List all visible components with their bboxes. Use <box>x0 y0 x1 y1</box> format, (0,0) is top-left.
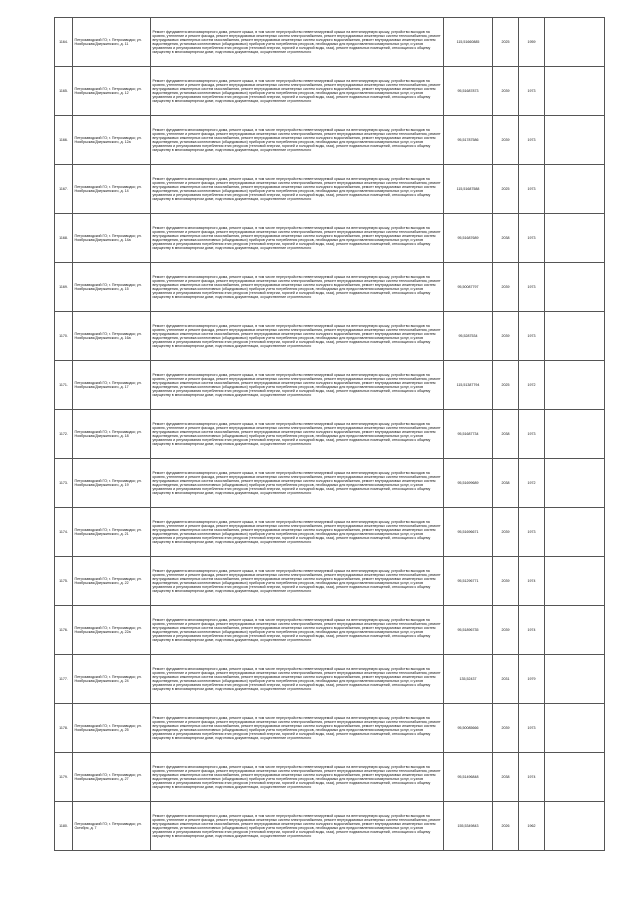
row-number: 1167. <box>55 165 73 214</box>
row-work-description: Ремонт фундамента многоквартирного дома, ремонт крыши, в том числе переустройство невентилируемой крыши на вентилируемую крышу, устройство выходов на кровлю, утепление и ремонт фасада, ремонт внутридомовых инженерных систем электроснабжения, ремонт внутридомовых инженерных систем теплоснабжения, ремонт внутридомовых инженерных систем газоснабжения, ремонт внутридомовых инженерных систем холодного водоснабжения, ремонт внутридомовых инженерных систем водоотведения, установка коллективных (общедомовых) приборов учета потребления ресурсов, необходимых для предоставления коммунальных услуг, и узлов управления и регулирования потребления этих ресурсов (тепловой энергии, горячей и холодной воды, газа), ремонт подвальных помещений, относящихся к общему имуществу в многоквартирном доме, подготовка документации, осуществление строительного <box>151 214 444 263</box>
row-area: 95,51296771 <box>444 557 493 606</box>
row-number: 1179. <box>55 753 73 802</box>
row-address: Петрозаводский ГО; г. Петрозаводск; ул. Ноябрьская/Дзержинского, д. 19 <box>73 459 151 508</box>
row-empty-cell <box>545 557 605 606</box>
row-address: Петрозаводский ГО; г. Петрозаводск; ул. Ноябрьская/Дзержинского, д. 24 <box>73 655 151 704</box>
table-row <box>55 165 605 214</box>
row-work-description: Ремонт фундамента многоквартирного дома, ремонт крыши, в том числе переустройство невентилируемой крыши на вентилируемую крышу, устройство выходов на кровлю, утепление и ремонт фасада, ремонт внутридомовых инженерных систем электроснабжения, ремонт внутридомовых инженерных систем теплоснабжения, ремонт внутридомовых инженерных систем газоснабжения, ремонт внутридомовых инженерных систем холодного водоснабжения, ремонт внутридомовых инженерных систем водоотведения, установка коллективных (общедомовых) приборов учета потребления ресурсов, необходимых для предоставления коммунальных услуг, и узлов управления и регулирования потребления этих ресурсов (тепловой энергии, горячей и холодной воды, газа), ремонт подвальных помещений, относящихся к общему имуществу в многоквартирном доме, подготовка документации, осуществление строительного <box>151 753 444 802</box>
row-area: 95,51699689 <box>444 459 493 508</box>
row-work-description: Ремонт фундамента многоквартирного дома, ремонт крыши, в том числе переустройство невентилируемой крыши на вентилируемую крышу, устройство выходов на кровлю, утепление и ремонт фасада, ремонт внутридомовых инженерных систем электроснабжения, ремонт внутридомовых инженерных систем теплоснабжения, ремонт внутридомовых инженерных систем газоснабжения, ремонт внутридомовых инженерных систем холодного водоснабжения, ремонт внутридомовых инженерных систем водоотведения, установка коллективных (общедомовых) приборов учета потребления ресурсов, необходимых для предоставления коммунальных услуг, и узлов управления и регулирования потребления этих ресурсов (тепловой энергии, горячей и холодной воды, газа), ремонт подвальных помещений, относящихся к общему имуществу в многоквартирном доме, подготовка документации, осуществление строительного <box>151 116 444 165</box>
row-address: Петрозаводский ГО; г. Петрозаводск; ул. Ноябрьская/Дзержинского, д. 18 <box>73 410 151 459</box>
row-year-a: 2026 <box>493 802 519 851</box>
row-empty-cell <box>545 704 605 753</box>
row-empty-cell <box>545 116 605 165</box>
row-work-description: Ремонт фундамента многоквартирного дома, ремонт крыши, в том числе переустройство невентилируемой крыши на вентилируемую крышу, устройство выходов на кровлю, утепление и ремонт фасада, ремонт внутридомовых инженерных систем электроснабжения, ремонт внутридомовых инженерных систем теплоснабжения, ремонт внутридомовых инженерных систем газоснабжения, ремонт внутридомовых инженерных систем холодного водоснабжения, ремонт внутридомовых инженерных систем водоотведения, установка коллективных (общедомовых) приборов учета потребления ресурсов, необходимых для предоставления коммунальных услуг, и узлов управления и регулирования потребления этих ресурсов (тепловой энергии, горячей и холодной воды, газа), ремонт подвальных помещений, относящихся к общему имуществу в многоквартирном доме, подготовка документации, осуществление строительного <box>151 655 444 704</box>
row-number: 1176. <box>55 606 73 655</box>
row-empty-cell <box>545 459 605 508</box>
row-year-a: 2039 <box>493 116 519 165</box>
row-year-b: 1973 <box>519 116 545 165</box>
capital-repair-table <box>54 17 605 851</box>
row-year-a: 2039 <box>493 263 519 312</box>
row-area: 95,51787586 <box>444 116 493 165</box>
row-area: 95,51696671 <box>444 508 493 557</box>
row-area: 95,50087797 <box>444 263 493 312</box>
table-row <box>55 655 605 704</box>
row-area: 95,51496848 <box>444 753 493 802</box>
table-row <box>55 312 605 361</box>
row-year-a: 2039 <box>493 508 519 557</box>
row-number: 1178. <box>55 704 73 753</box>
row-work-description: Ремонт фундамента многоквартирного дома, ремонт крыши, в том числе переустройство невентилируемой крыши на вентилируемую крышу, устройство выходов на кровлю, утепление и ремонт фасада, ремонт внутридомовых инженерных систем электроснабжения, ремонт внутридомовых инженерных систем теплоснабжения, ремонт внутридомовых инженерных систем газоснабжения, ремонт внутридомовых инженерных систем холодного водоснабжения, ремонт внутридомовых инженерных систем водоотведения, установка коллективных (общедомовых) приборов учета потребления ресурсов, необходимых для предоставления коммунальных услуг, и узлов управления и регулирования потребления этих ресурсов (тепловой энергии, горячей и холодной воды, газа), ремонт подвальных помещений, относящихся к общему имуществу в многоквартирном доме, подготовка документации, осуществление строительного <box>151 459 444 508</box>
row-work-description: Ремонт фундамента многоквартирного дома, ремонт крыши, в том числе переустройство невентилируемой крыши на вентилируемую крышу, устройство выходов на кровлю, утепление и ремонт фасада, ремонт внутридомовых инженерных систем электроснабжения, ремонт внутридомовых инженерных систем теплоснабжения, ремонт внутридомовых инженерных систем газоснабжения, ремонт внутридомовых инженерных систем холодного водоснабжения, ремонт внутридомовых инженерных систем водоотведения, установка коллективных (общедомовых) приборов учета потребления ресурсов, необходимых для предоставления коммунальных услуг, и узлов управления и регулирования потребления этих ресурсов (тепловой энергии, горячей и холодной воды, газа), ремонт подвальных помещений, относящихся к общему имуществу в многоквартирном доме, подготовка документации, осуществление строительного <box>151 312 444 361</box>
row-year-a: 2038 <box>493 459 519 508</box>
row-empty-cell <box>545 508 605 557</box>
row-address: Петрозаводский ГО; г. Петрозаводск; ул. Ноябрьская/Дзержинского, д. 15 <box>73 263 151 312</box>
row-year-b: 1979 <box>519 655 545 704</box>
table-row <box>55 67 605 116</box>
row-area: 155,5349843 <box>444 802 493 851</box>
row-year-b: 1974 <box>519 606 545 655</box>
row-address: Петрозаводский ГО; г. Петрозаводск; ул. Ноябрьская/Дзержинского, д. 17 <box>73 361 151 410</box>
row-number: 1169. <box>55 263 73 312</box>
row-empty-cell <box>545 655 605 704</box>
row-year-a: 2039 <box>493 67 519 116</box>
row-year-a: 2031 <box>493 655 519 704</box>
table-row <box>55 116 605 165</box>
table-row <box>55 18 605 67</box>
row-address: Петрозаводский ГО; г. Петрозаводск; ул. Ноябрьская/Дзержинского, д. 22 <box>73 557 151 606</box>
row-year-a: 2039 <box>493 606 519 655</box>
row-work-description: Ремонт фундамента многоквартирного дома, ремонт крыши, в том числе переустройство невентилируемой крыши на вентилируемую крышу, устройство выходов на кровлю, утепление и ремонт фасада, ремонт внутридомовых инженерных систем электроснабжения, ремонт внутридомовых инженерных систем теплоснабжения, ремонт внутридомовых инженерных систем газоснабжения, ремонт внутридомовых инженерных систем холодного водоснабжения, ремонт внутридомовых инженерных систем водоотведения, установка коллективных (общедомовых) приборов учета потребления ресурсов, необходимых для предоставления коммунальных услуг, и узлов управления и регулирования потребления этих ресурсов (тепловой энергии, горячей и холодной воды, газа), ремонт подвальных помещений, относящихся к общему имуществу в многоквартирном доме, подготовка документации, осуществление строительного <box>151 18 444 67</box>
table-row <box>55 361 605 410</box>
row-address: Петрозаводский ГО; г. Петрозаводск; ул. Ноябрьская/Дзержинского, д. 16а <box>73 312 151 361</box>
row-empty-cell <box>545 606 605 655</box>
row-year-a: 2038 <box>493 214 519 263</box>
row-work-description: Ремонт фундамента многоквартирного дома, ремонт крыши, в том числе переустройство невентилируемой крыши на вентилируемую крышу, устройство выходов на кровлю, утепление и ремонт фасада, ремонт внутридомовых инженерных систем электроснабжения, ремонт внутридомовых инженерных систем теплоснабжения, ремонт внутридомовых инженерных систем газоснабжения, ремонт внутридомовых инженерных систем холодного водоснабжения, ремонт внутридомовых инженерных систем водоотведения, установка коллективных (общедомовых) приборов учета потребления ресурсов, необходимых для предоставления коммунальных услуг, и узлов управления и регулирования потребления этих ресурсов (тепловой энергии, горячей и холодной воды, газа), ремонт подвальных помещений, относящихся к общему имуществу в многоквартирном доме, подготовка документации, осуществление строительного <box>151 361 444 410</box>
row-empty-cell <box>545 18 605 67</box>
row-number: 1177. <box>55 655 73 704</box>
row-empty-cell <box>545 263 605 312</box>
row-empty-cell <box>545 410 605 459</box>
row-year-b: 1973 <box>519 508 545 557</box>
row-empty-cell <box>545 802 605 851</box>
row-year-a: 2038 <box>493 753 519 802</box>
row-address: Петрозаводский ГО; г. Петрозаводск; ул. Ноябрьская/Дзержинского, д. 14а <box>73 214 151 263</box>
row-area: 95,5287534 <box>444 312 493 361</box>
row-number: 1168. <box>55 214 73 263</box>
row-empty-cell <box>545 67 605 116</box>
row-year-b: 1974 <box>519 557 545 606</box>
row-year-b: 1973 <box>519 67 545 116</box>
row-year-b: 1973 <box>519 214 545 263</box>
row-work-description: Ремонт фундамента многоквартирного дома, ремонт крыши, в том числе переустройство невентилируемой крыши на вентилируемую крышу, устройство выходов на кровлю, утепление и ремонт фасада, ремонт внутридомовых инженерных систем электроснабжения, ремонт внутридомовых инженерных систем теплоснабжения, ремонт внутридомовых инженерных систем газоснабжения, ремонт внутридомовых инженерных систем холодного водоснабжения, ремонт внутридомовых инженерных систем водоотведения, установка коллективных (общедомовых) приборов учета потребления ресурсов, необходимых для предоставления коммунальных услуг, и узлов управления и регулирования потребления этих ресурсов (тепловой энергии, горячей и холодной воды, газа), ремонт подвальных помещений, относящихся к общему имуществу в многоквартирном доме, подготовка документации, осуществление строительного <box>151 67 444 116</box>
row-address: Петрозаводский ГО; г. Петрозаводск; ул. Ноябрьская/Дзержинского, д. 11 <box>73 18 151 67</box>
row-address: Петрозаводский ГО; г. Петрозаводск; ул. Ноябрьская/Дзержинского, д. 12а <box>73 116 151 165</box>
table-row <box>55 214 605 263</box>
table-row <box>55 606 605 655</box>
row-address: Петрозаводский ГО; г. Петрозаводск; ул. Ноябрьская/Дзержинского, д. 22а <box>73 606 151 655</box>
row-work-description: Ремонт фундамента многоквартирного дома, ремонт крыши, в том числе переустройство невентилируемой крыши на вентилируемую крышу, устройство выходов на кровлю, утепление и ремонт фасада, ремонт внутридомовых инженерных систем электроснабжения, ремонт внутридомовых инженерных систем теплоснабжения, ремонт внутридомовых инженерных систем газоснабжения, ремонт внутридомовых инженерных систем холодного водоснабжения, ремонт внутридомовых инженерных систем водоотведения, установка коллективных (общедомовых) приборов учета потребления ресурсов, необходимых для предоставления коммунальных услуг, и узлов управления и регулирования потребления этих ресурсов (тепловой энергии, горячей и холодной воды, газа), ремонт подвальных помещений, относящихся к общему имуществу в многоквартирном доме, подготовка документации, осуществление строительного <box>151 704 444 753</box>
row-number: 1174. <box>55 508 73 557</box>
row-year-a: 2039 <box>493 312 519 361</box>
table-row <box>55 410 605 459</box>
row-year-b: 1973 <box>519 263 545 312</box>
row-work-description: Ремонт фундамента многоквартирного дома, ремонт крыши, в том числе переустройство невентилируемой крыши на вентилируемую крышу, устройство выходов на кровлю, утепление и ремонт фасада, ремонт внутридомовых инженерных систем электроснабжения, ремонт внутридомовых инженерных систем теплоснабжения, ремонт внутридомовых инженерных систем газоснабжения, ремонт внутридомовых инженерных систем холодного водоснабжения, ремонт внутридомовых инженерных систем водоотведения, установка коллективных (общедомовых) приборов учета потребления ресурсов, необходимых для предоставления коммунальных услуг, и узлов управления и регулирования потребления этих ресурсов (тепловой энергии, горячей и холодной воды, газа), ремонт подвальных помещений, относящихся к общему имуществу в многоквартирном доме, подготовка документации, осуществление строительного <box>151 557 444 606</box>
row-address: Петрозаводский ГО; г. Петрозаводск; ул. Ноябрьская/Дзержинского, д. 27 <box>73 753 151 802</box>
row-year-a: 2038 <box>493 410 519 459</box>
row-year-a: 2025 <box>493 18 519 67</box>
row-area: 95,50085666 <box>444 704 493 753</box>
row-work-description: Ремонт фундамента многоквартирного дома, ремонт крыши, в том числе переустройство невентилируемой крыши на вентилируемую крышу, устройство выходов на кровлю, утепление и ремонт фасада, ремонт внутридомовых инженерных систем электроснабжения, ремонт внутридомовых инженерных систем теплоснабжения, ремонт внутридомовых инженерных систем газоснабжения, ремонт внутридомовых инженерных систем холодного водоснабжения, ремонт внутридомовых инженерных систем водоотведения, установка коллективных (общедомовых) приборов учета потребления ресурсов, необходимых для предоставления коммунальных услуг, и узлов управления и регулирования потребления этих ресурсов (тепловой энергии, горячей и холодной воды, газа), ремонт подвальных помещений, относящихся к общему имуществу в многоквартирном доме, подготовка документации, осуществление строительного <box>151 165 444 214</box>
row-number: 1175. <box>55 557 73 606</box>
row-number: 1165. <box>55 67 73 116</box>
row-address: Петрозаводский ГО; г. Петрозаводск; ул. Ноябрьская/Дзержинского, д. 14 <box>73 165 151 214</box>
row-number: 1171. <box>55 361 73 410</box>
row-year-b: 1972 <box>519 459 545 508</box>
row-work-description: Ремонт фундамента многоквартирного дома, ремонт крыши, в том числе переустройство невентилируемой крыши на вентилируемую крышу, устройство выходов на кровлю, утепление и ремонт фасада, ремонт внутридомовых инженерных систем электроснабжения, ремонт внутридомовых инженерных систем теплоснабжения, ремонт внутридомовых инженерных систем газоснабжения, ремонт внутридомовых инженерных систем холодного водоснабжения, ремонт внутридомовых инженерных систем водоотведения, установка коллективных (общедомовых) приборов учета потребления ресурсов, необходимых для предоставления коммунальных услуг, и узлов управления и регулирования потребления этих ресурсов (тепловой энергии, горячей и холодной воды, газа), ремонт подвальных помещений, относящихся к общему имуществу в многоквартирном доме, подготовка документации, осуществление строительного <box>151 802 444 851</box>
row-address: Петрозаводский ГО; г. Петрозаводск; ул. Октября, д. 7 <box>73 802 151 851</box>
row-year-a: 2039 <box>493 704 519 753</box>
table-row <box>55 704 605 753</box>
row-empty-cell <box>545 312 605 361</box>
row-year-b: 1973 <box>519 704 545 753</box>
table-row <box>55 263 605 312</box>
row-year-b: 1959 <box>519 18 545 67</box>
row-year-b: 1962 <box>519 802 545 851</box>
row-work-description: Ремонт фундамента многоквартирного дома, ремонт крыши, в том числе переустройство невентилируемой крыши на вентилируемую крышу, устройство выходов на кровлю, утепление и ремонт фасада, ремонт внутридомовых инженерных систем электроснабжения, ремонт внутридомовых инженерных систем теплоснабжения, ремонт внутридомовых инженерных систем газоснабжения, ремонт внутридомовых инженерных систем холодного водоснабжения, ремонт внутридомовых инженерных систем водоотведения, установка коллективных (общедомовых) приборов учета потребления ресурсов, необходимых для предоставления коммунальных услуг, и узлов управления и регулирования потребления этих ресурсов (тепловой энергии, горячей и холодной воды, газа), ремонт подвальных помещений, относящихся к общему имуществу в многоквартирном доме, подготовка документации, осуществление строительного <box>151 606 444 655</box>
row-empty-cell <box>545 361 605 410</box>
row-year-b: 1973 <box>519 165 545 214</box>
table-row <box>55 557 605 606</box>
row-area: 95,51687873 <box>444 67 493 116</box>
row-year-b: 1973 <box>519 410 545 459</box>
row-year-b: 1974 <box>519 753 545 802</box>
row-address: Петрозаводский ГО; г. Петрозаводск; ул. Ноябрьская/Дзержинского, д. 21 <box>73 508 151 557</box>
row-number: 1173. <box>55 459 73 508</box>
row-year-a: 2025 <box>493 361 519 410</box>
table-row <box>55 459 605 508</box>
row-number: 1166. <box>55 116 73 165</box>
row-year-a: 2025 <box>493 165 519 214</box>
row-area: 95,51687689 <box>444 214 493 263</box>
row-area: 95,51896735 <box>444 606 493 655</box>
row-area: 135,52437 <box>444 655 493 704</box>
row-work-description: Ремонт фундамента многоквартирного дома, ремонт крыши, в том числе переустройство невентилируемой крыши на вентилируемую крышу, устройство выходов на кровлю, утепление и ремонт фасада, ремонт внутридомовых инженерных систем электроснабжения, ремонт внутридомовых инженерных систем теплоснабжения, ремонт внутридомовых инженерных систем газоснабжения, ремонт внутридомовых инженерных систем холодного водоснабжения, ремонт внутридомовых инженерных систем водоотведения, установка коллективных (общедомовых) приборов учета потребления ресурсов, необходимых для предоставления коммунальных услуг, и узлов управления и регулирования потребления этих ресурсов (тепловой энергии, горячей и холодной воды, газа), ремонт подвальных помещений, относящихся к общему имуществу в многоквартирном доме, подготовка документации, осуществление строительного <box>151 410 444 459</box>
row-number: 1180. <box>55 802 73 851</box>
table-row <box>55 753 605 802</box>
row-empty-cell <box>545 214 605 263</box>
row-year-b: 1972 <box>519 361 545 410</box>
row-empty-cell <box>545 165 605 214</box>
row-area: 115,51660885 <box>444 18 493 67</box>
row-area: 95,51687734 <box>444 410 493 459</box>
row-empty-cell <box>545 753 605 802</box>
table-row <box>55 508 605 557</box>
row-year-a: 2039 <box>493 557 519 606</box>
row-work-description: Ремонт фундамента многоквартирного дома, ремонт крыши, в том числе переустройство невентилируемой крыши на вентилируемую крышу, устройство выходов на кровлю, утепление и ремонт фасада, ремонт внутридомовых инженерных систем электроснабжения, ремонт внутридомовых инженерных систем теплоснабжения, ремонт внутридомовых инженерных систем газоснабжения, ремонт внутридомовых инженерных систем холодного водоснабжения, ремонт внутридомовых инженерных систем водоотведения, установка коллективных (общедомовых) приборов учета потребления ресурсов, необходимых для предоставления коммунальных услуг, и узлов управления и регулирования потребления этих ресурсов (тепловой энергии, горячей и холодной воды, газа), ремонт подвальных помещений, относящихся к общему имуществу в многоквартирном доме, подготовка документации, осуществление строительного <box>151 508 444 557</box>
row-area: 115,51387794 <box>444 361 493 410</box>
row-address: Петрозаводский ГО; г. Петрозаводск; ул. Ноябрьская/Дзержинского, д. 12 <box>73 67 151 116</box>
row-year-b: 1973 <box>519 312 545 361</box>
row-address: Петрозаводский ГО; г. Петрозаводск; ул. Ноябрьская/Дзержинского, д. 25 <box>73 704 151 753</box>
row-number: 1172. <box>55 410 73 459</box>
row-number: 1170. <box>55 312 73 361</box>
row-area: 115,51687588 <box>444 165 493 214</box>
table-body <box>55 18 605 851</box>
table-row <box>55 802 605 851</box>
row-work-description: Ремонт фундамента многоквартирного дома, ремонт крыши, в том числе переустройство невентилируемой крыши на вентилируемую крышу, устройство выходов на кровлю, утепление и ремонт фасада, ремонт внутридомовых инженерных систем электроснабжения, ремонт внутридомовых инженерных систем теплоснабжения, ремонт внутридомовых инженерных систем газоснабжения, ремонт внутридомовых инженерных систем холодного водоснабжения, ремонт внутридомовых инженерных систем водоотведения, установка коллективных (общедомовых) приборов учета потребления ресурсов, необходимых для предоставления коммунальных услуг, и узлов управления и регулирования потребления этих ресурсов (тепловой энергии, горячей и холодной воды, газа), ремонт подвальных помещений, относящихся к общему имуществу в многоквартирном доме, подготовка документации, осуществление строительного <box>151 263 444 312</box>
row-number: 1164. <box>55 18 73 67</box>
